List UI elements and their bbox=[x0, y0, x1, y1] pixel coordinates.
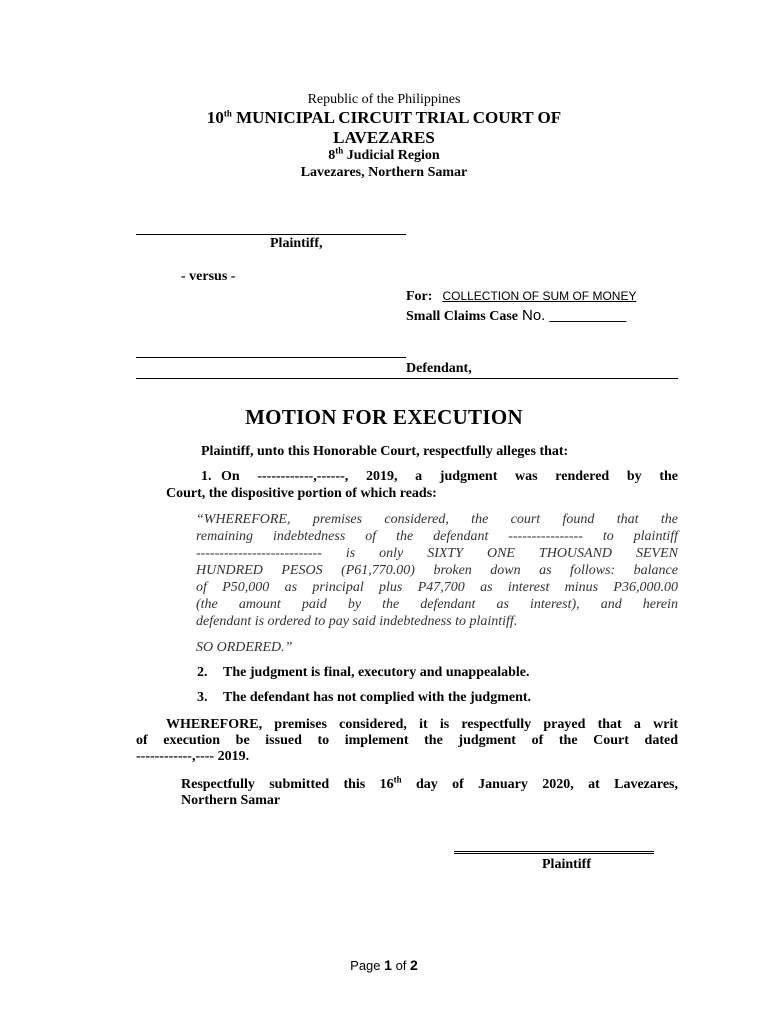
intro-paragraph: Plaintiff, unto this Honorable Court, respectfully alleges that: bbox=[201, 444, 569, 459]
plaintiff-label: Plaintiff, bbox=[270, 236, 323, 251]
submission-line-1 bbox=[181, 774, 678, 793]
court-name bbox=[0, 108, 768, 148]
case-number-blank: ___________ bbox=[549, 309, 627, 324]
case-for-line bbox=[406, 287, 636, 305]
quote-line-7: defendant is ordered to pay said indebtedness to plaintiff. bbox=[196, 614, 518, 629]
republic-line: Republic of the Philippines bbox=[307, 92, 461, 107]
versus-label: - versus - bbox=[181, 269, 236, 284]
quote-line-4: HUNDRED PESOS (P61,770.00) broken down as follows: balance bbox=[196, 563, 678, 578]
quote-line-6: (the amount paid by the defendant as interest), and herein bbox=[196, 597, 678, 612]
signature-line-double bbox=[454, 853, 654, 854]
quote-line-1: “WHEREFORE, premises considered, the court found that the bbox=[196, 512, 678, 527]
court-name-line1: MUNICIPAL CIRCUIT TRIAL COURT OF bbox=[236, 108, 562, 127]
court-ordinal-number: 10 bbox=[206, 108, 224, 127]
submission-paragraph bbox=[181, 774, 678, 809]
allegation-1-number: 1. bbox=[201, 469, 212, 484]
prayer-line-3: ------------,---- 2019. bbox=[136, 749, 250, 764]
quote-line-3: --------------------------- is only SIXTY ONE THOUSAND SEVEN bbox=[196, 546, 678, 561]
allegation-2-number: 2. bbox=[197, 665, 208, 680]
signature-label: Plaintiff bbox=[542, 857, 591, 872]
allegation-1-text-line2: Court, the dispositive portion of which reads: bbox=[166, 486, 437, 501]
for-label: For: bbox=[406, 289, 433, 304]
case-nature: COLLECTION OF SUM OF MONEY bbox=[442, 289, 637, 303]
allegation-3-number: 3. bbox=[197, 690, 208, 705]
page-word: Page bbox=[350, 958, 381, 973]
allegation-2 bbox=[197, 665, 529, 681]
allegation-3-text-post: . bbox=[527, 690, 532, 705]
case-number-line bbox=[406, 307, 626, 325]
allegation-1 bbox=[201, 469, 678, 485]
so-ordered: SO ORDERED.” bbox=[196, 640, 293, 655]
document-title: MOTION FOR EXECUTION bbox=[245, 405, 523, 429]
quote-line-5: of P50,000 as principal plus P47,700 as interest minus P36,000.00 bbox=[196, 580, 678, 595]
region-text: Judicial Region bbox=[346, 148, 440, 163]
caption-rule bbox=[136, 378, 678, 379]
prayer-line-2: of execution be issued to implement the judgment of the Court dated bbox=[136, 733, 678, 748]
submission-text-post: day of January 2020, at Lavezares, bbox=[401, 777, 678, 792]
page-total: 2 bbox=[410, 957, 418, 973]
defendant-name-line bbox=[136, 357, 406, 358]
judicial-region bbox=[0, 145, 768, 164]
prayer-line-1: WHEREFORE, premises considered, it is respectfully prayed that a writ bbox=[166, 717, 678, 732]
allegation-2-text: The judgment is final, executory and unappealable. bbox=[223, 665, 530, 680]
signature-line bbox=[454, 851, 654, 852]
allegation-1-line1 bbox=[201, 469, 678, 485]
plaintiff-name-line bbox=[136, 234, 406, 235]
of-word: of bbox=[395, 958, 407, 973]
region-suffix: th bbox=[335, 145, 344, 156]
submission-line-2: Northern Samar bbox=[181, 793, 281, 808]
page-indicator bbox=[0, 957, 768, 973]
prayer-paragraph bbox=[136, 717, 678, 765]
allegation-1-text-line1: On ------------,------, 2019, a judgment was rendered by the bbox=[221, 469, 678, 484]
court-name-line2: LAVEZARES bbox=[333, 128, 435, 147]
court-location: Lavezares, Northern Samar bbox=[300, 165, 468, 180]
allegation-3 bbox=[197, 690, 531, 706]
dispositive-quote bbox=[196, 511, 678, 630]
allegation-3-text-pre: The bbox=[223, 690, 250, 705]
case-no-label: No. bbox=[522, 307, 546, 324]
defendant-label: Defendant, bbox=[406, 361, 472, 376]
submission-text-pre: Respectfully submitted this 16 bbox=[181, 777, 394, 792]
region-number: 8 bbox=[328, 148, 336, 163]
court-ordinal-suffix: th bbox=[223, 108, 232, 119]
case-type-label: Small Claims Case bbox=[406, 309, 518, 324]
page-number: 1 bbox=[384, 957, 392, 973]
submission-day-suffix: th bbox=[393, 774, 402, 785]
quote-line-2: remaining indebtedness of the defendant ---------------- to plaintiff bbox=[196, 529, 678, 544]
allegation-3-text-emphasis: defendant has not complied with the judgment bbox=[249, 690, 528, 705]
